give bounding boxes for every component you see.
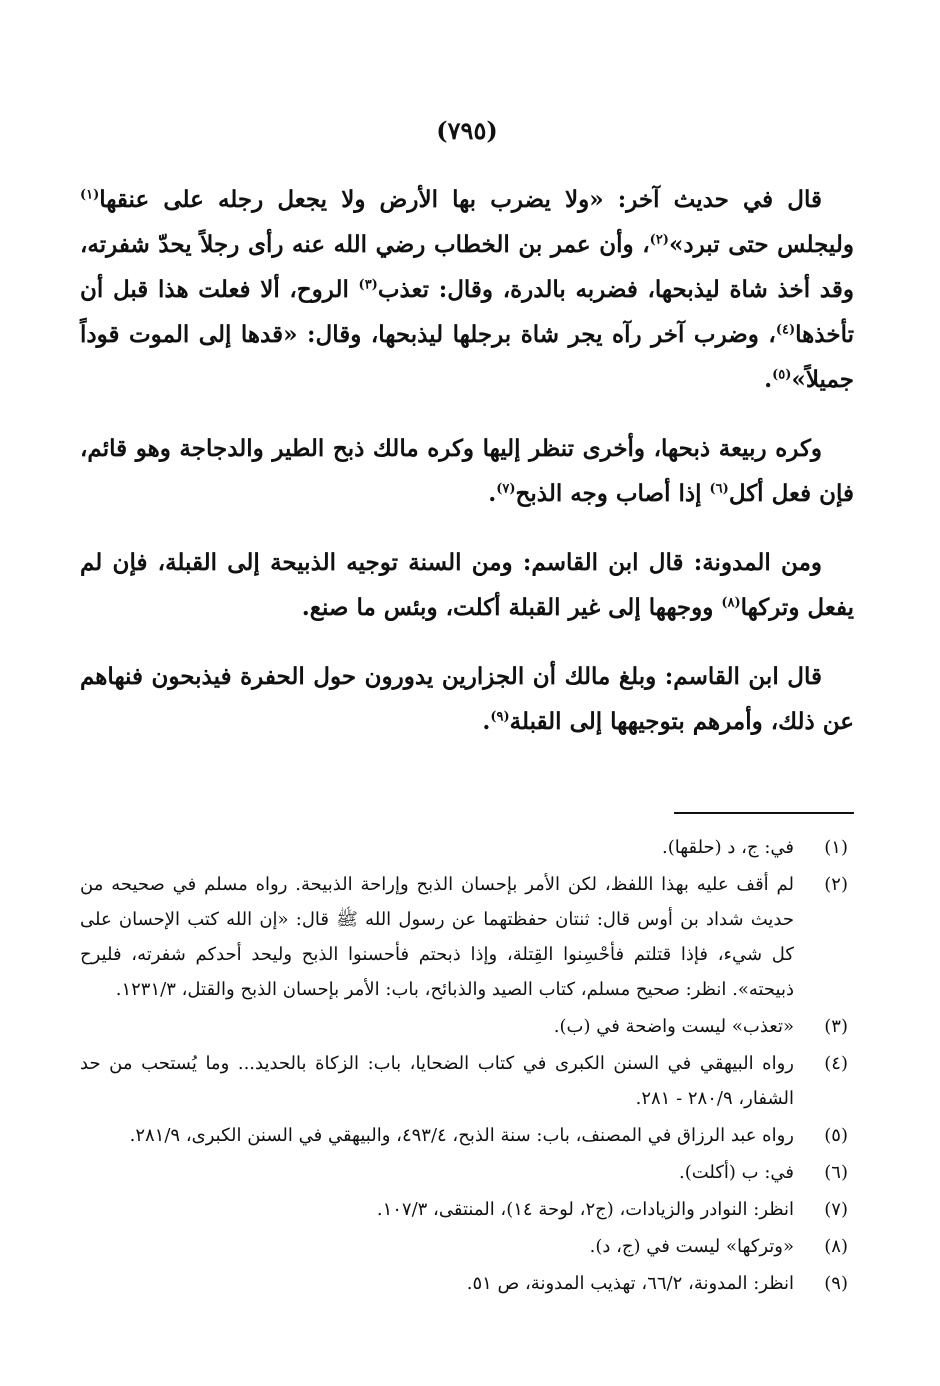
text-segment: إذا أصاب وجه الذبح: [515, 480, 710, 507]
footnote-reference[interactable]: (٨): [721, 595, 741, 611]
footnote-text: «وتركها» ليست في (ج، د).: [589, 1236, 794, 1257]
footnote-reference[interactable]: (٦): [709, 481, 729, 497]
footnote-reference[interactable]: (١): [80, 187, 100, 203]
text-segment: ، وضرب آخر رآه يجر شاة برجلها ليذبحها، وقال: «قدها إلى الموت قوداً جميلاً»: [80, 321, 854, 393]
footnote-reference[interactable]: (٤): [775, 322, 796, 338]
text-segment: الروح، ألا فعلت هذا قبل أن تأخذها: [80, 276, 854, 348]
text-segment: .: [488, 480, 497, 507]
main-text: [80, 177, 854, 744]
footnote-text: رواه البيهقي في السنن الكبرى في كتاب الضحايا، باب: الزكاة بالحديد... وما يُستحب من حد الشفار، ٢٨٠/٩ - ٢٨١.: [80, 1053, 794, 1109]
footnote-number: (١): [824, 837, 848, 858]
footnote-text: انظر: المدونة، ٦٦/٢، تهذيب المدونة، ص ٥١.: [466, 1273, 794, 1294]
footnote-reference[interactable]: (٣): [358, 277, 378, 293]
footnote-text: في: ب (أكلت).: [678, 1162, 794, 1183]
footnote: [80, 867, 854, 1007]
footnote: [80, 1046, 854, 1116]
text-segment: وليجلس حتى تبرد»: [668, 231, 854, 258]
footnote-text: رواه عبد الرزاق في المصنف، باب: سنة الذبح، ٤٩٣/٤، والبيهقي في السنن الكبرى، ٢٨١/٩.: [129, 1125, 794, 1146]
footnote-separator: [674, 812, 854, 814]
text-segment: .: [482, 708, 491, 735]
footnote: [80, 1118, 854, 1153]
paragraph: [80, 654, 854, 744]
footnote-text: انظر: النوادر والزيادات، (ج٢، لوحة ١٤)، المنتقى، ١٠٧/٣.: [376, 1199, 794, 1220]
footnote-number: (٢): [824, 874, 848, 895]
footnote-number: (٣): [824, 1016, 848, 1037]
footnote-reference[interactable]: (٥): [772, 367, 792, 383]
footnote: [80, 1155, 854, 1190]
footnote: [80, 830, 854, 865]
footnote: [80, 1266, 854, 1301]
text-segment: ، وأن عمر بن الخطاب رضي الله عنه رأى رجلاً يحدّ شفرته، وقد أخذ شاة ليذبحها، فضربه بالدرة، وقال: تعذب: [80, 231, 854, 303]
footnote-number: (٨): [824, 1236, 848, 1257]
text-segment: ومن المدونة: قال ابن القاسم: ومن السنة توجيه الذبيحة إلى القبلة، فإن لم يفعل وتركها: [80, 549, 854, 621]
text-segment: قال ابن القاسم: وبلغ مالك أن الجزارين يدورون حول الحفرة فيذبحون فنهاهم عن ذلك، وأمرهم بتوجيهها إلى القبلة: [80, 663, 854, 735]
footnote-text: في: ج، د (حلقها).: [661, 837, 794, 858]
footnote: [80, 1229, 854, 1264]
footnote-number: (٥): [824, 1125, 848, 1146]
footnote-text: «تعذب» ليست واضحة في (ب).: [553, 1016, 794, 1037]
footnote-text: لم أقف عليه بهذا اللفظ، لكن الأمر بإحسان الذبح وإراحة الذبيحة. رواه مسلم في صحيحه من حديث شداد بن أوس قال: ثنتان حفظتهما عن رسول الله ﷺ قال: «إن الله كتب الإحسان على كل شيء، فإذا قتلتم فأحْسِنوا القِتلة، وإذا ذبحتم فأحسنوا الذبح وليحد أحدكم شفرته، فليرح ذبيحته». انظر: صحيح مسلم، كتاب الصيد والذبائح، باب: الأمر بإحسان الذبح والقتل، ١٢٣١/٣.: [80, 874, 794, 1000]
text-segment: وكره ربيعة ذبحها، وأخرى تنظر إليها وكره مالك ذبح الطير والدجاجة وهو قائم، فإن فعل أكل: [80, 435, 854, 507]
text-segment: قال في حديث آخر: «ولا يضرب بها الأرض ولا يجعل رجله على عنقها: [99, 186, 822, 213]
footnote-number: (٦): [824, 1162, 848, 1183]
text-segment: ووجهها إلى غير القبلة أكلت، وبئس ما صنع.: [301, 594, 722, 621]
footnote-number: (٤): [824, 1053, 848, 1074]
footnote: [80, 1009, 854, 1044]
text-segment: .: [764, 366, 773, 393]
footnote-number: (٧): [824, 1199, 848, 1220]
footnote-number: (٩): [824, 1273, 848, 1294]
paragraph: [80, 426, 854, 516]
footnote-reference[interactable]: (٧): [496, 481, 516, 497]
paragraph: [80, 540, 854, 630]
page-number: (٧٩٥): [436, 116, 498, 145]
footnote-reference[interactable]: (٢): [649, 232, 669, 248]
paragraph: [80, 177, 854, 402]
footnote-reference[interactable]: (٩): [490, 709, 510, 725]
footnotes: [80, 830, 854, 1301]
footnote: [80, 1192, 854, 1227]
